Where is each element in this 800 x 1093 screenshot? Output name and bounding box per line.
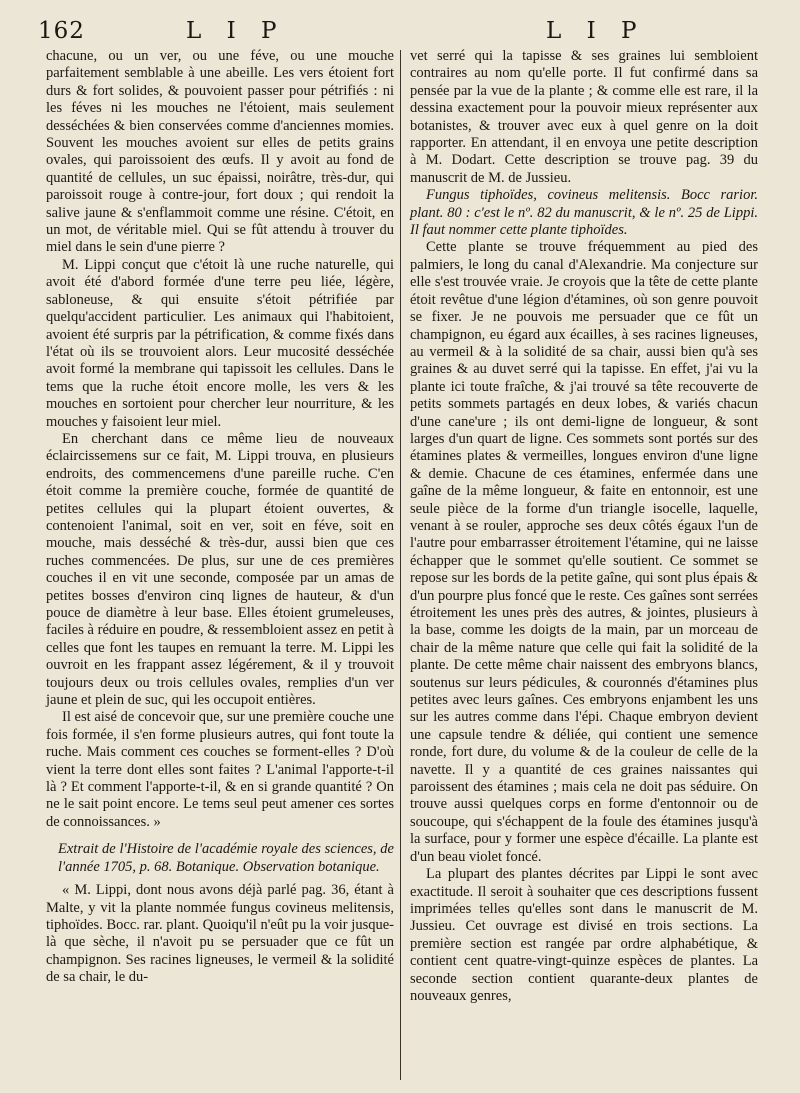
extract-heading: Extrait de l'Histoire de l'académie royale des sciences, de l'année 1705, p. 68. Botanique. Observation botanique.	[58, 841, 394, 875]
right-running-head: L I P	[546, 18, 646, 44]
page-number: 162	[38, 18, 85, 44]
paragraph: En cherchant dans ce même lieu de nouveaux éclaircissemens sur ce fait, M. Lippi trouva, en plusieurs endroits, des commencemens d'une pareille ruche. C'en étoit comme la première couche, formée de quantité de petites cellules qui la plupart étoient ouvertes, & contenoient l'animal, soit en ver, soit en féve, soit en mouche, mais desséché & très-dur, aussi bien que ces ruches commencées. De plus, sur une de ces premières couches il en vit une seconde, composée par un amas de petites bosses d'environ cinq lignes de hauteur, & d'un pouce de diamètre à leur base. Elles étoient grumeleuses, faciles à réduire en poudre, & ressembloient assez en petit à celles que font les taupes en remuant la terre. M. Lippi les ouvroit en les frappant assez légérement, & il y trouvoit toujours deux ou trois cellules ovales, remplies d'un ver jaune et plein de suc, qui les occupoit entières.	[46, 430, 394, 709]
column-divider	[400, 50, 401, 1080]
paragraph: La plupart des plantes décrites par Lippi le sont avec exactitude. Il seroit à souhaiter que ces descriptions fussent imprimées telles qu'elles sont dans le manuscrit de M. Jussieu. Cet ouvrage est divisé en trois sections. La première section est rangée par ordre alphabétique, & contient cent quatre-vingt-quinze espèces de plantes. La seconde section contient quarante-deux plantes de nouveaux genres,	[410, 866, 758, 1004]
paragraph: vet serré qui la tapisse & ses graines lui sembloient contraires au nom qu'elle porte. Il fut confirmé dans sa pensée par la vue de la plante ; & comme elle est rare, il la dessina exactement pour la pouvoir mieux représenter aux botanistes, & trouver avec eux à quel genre on la doit rapporter. En attendant, il en envoya une petite description à M. Dodart. Cette description se trouve pag. 39 du manuscrit de M. de Jussieu.	[410, 48, 758, 186]
right-column	[410, 48, 758, 1005]
left-running-head: L I P	[186, 18, 286, 44]
paragraph: M. Lippi conçut que c'étoit là une ruche naturelle, qui avoit été d'abord formée d'une terre peu liée, légère, sabloneuse, & qui ensuite s'étoit pétrifiée par quelqu'accident particulier. Les animaux qui l'habitoient, avoient été surpris par la pétrification, & comme fixés dans l'état où ils se trouvoient alors. Leur mucosité desséchée avoit formé la membrane qui tapissoit les cellules. Dans le tems que la ruche étoit encore molle, les vers & les mouches en sortoient pour chercher leur nourriture, & les mouches y faisoient leur miel.	[46, 256, 394, 430]
species-entry: Fungus tiphoïdes, covineus melitensis. Bocc rarior. plant. 80 : c'est le nº. 82 du manuscrit, & le nº. 25 de Lippi. Il faut nommer cette plante tiphoïdes.	[410, 187, 758, 239]
paragraph: Cette plante se trouve fréquemment au pied des palmiers, le long du canal d'Alexandrie. Ma conjecture sur elle s'est trouvée vraie. Je croyois que la tête de cette plante étoit revêtue d'une légion d'étamines, où son genre pouvoit se fixer. Je ne pouvois me persuader que ce fût un champignon, eu égard aux écailles, à ses racines ligneuses, au vermeil & à la solidité de sa chair, aussi bien qu'à ses graines & au duvet serré qui la tapisse. En effet, j'ai vu la plante ici toute fraîche, & j'ai trouvé sa tête recouverte de petits sommets partagés en deux lobes, & variés chacun d'une cane'ure ; ils ont demi-ligne de longueur, & sont larges d'un quart de ligne. Ces sommets sont portés sur des étamines plates & vermeilles, longues environ d'une ligne & demie. Chacune de ces étamines, enfermée dans une gaîne de la même longueur, & faite en entonnoir, est une seule pièce de la forme d'un triangle isocelle, laquelle, venant à se rouler, approche ses deux côtés égaux l'un de l'autre pour embarrasser étroitement l'étamine, qui ne laisse échapper que le sommet qu'elle soutient. Ce sommet se repose sur les bords de la petite gaîne, qui sont plus épais & d'un pourpre plus foncé que le reste. Ces gaînes sont serrées étroitement les unes près des autres, & jointes, plusieurs à la base, comme les doigts de la main, par un morceau de chair de la même nature que celle qui fait la solidité de la plante. De cette même chair naissent des embryons blancs, soutenus sur leurs pédicules, & couronnés d'étamines plus petites avec leurs gaînes. Ces embryons enjambent les uns sur les autres comme dans l'épi. Chaque embryon devient une capsule tendre & déliée, qui contient une semence ronde, fort dure, du volume & de la couleur de celle de la navette. Il y a quantité de ces graines naissantes qui paroissent des étamines ; mais cela ne doit pas séduire. On trouve aussi quelques corps en forme d'entonnoir ou de soucoupe, qui s'échappent de la foule des étamines jusqu'à la surface, pour y former une espèce d'écaille. La plante est d'un beau violet foncé.	[410, 239, 758, 865]
left-column	[46, 48, 394, 987]
paragraph: Il est aisé de concevoir que, sur une première couche une fois formée, il s'en forme plusieurs autres, qui font toute la ruche. Mais comment ces couches se forment-elles ? D'où vient la terre dont elles sont faites ? L'animal l'apporte-t-il là ? Et comment l'apporte-t-il, & en si grande quantité ? On ne le sait point encore. Le tems seul peut amener ces sortes de connoissances. »	[46, 709, 394, 830]
paragraph: « M. Lippi, dont nous avons déjà parlé pag. 36, étant à Malte, y vit la plante nommée fungus covineus melitensis, tiphoïdes. Bocc. rar. plant. Quoiqu'il n'eût pu la voir jusque-là que sèche, il n'avoit pu se persuader que ce fût un champignon. Ses racines ligneuses, le vermeil & la solidité de sa chair, le du-	[46, 882, 394, 986]
paragraph: chacune, ou un ver, ou une féve, ou une mouche parfaitement semblable à une abeille. Les vers étoient fort durs & fort solides, & pouvoient passer pour pétrifiés : ni les féves ni les mouches ne l'étoient, mais seulement desséchées & bien conservées comme d'anciennes momies. Souvent les mouches avoient sur elles de petits grains ovales, qui paroissoient des œufs. Il y avoit au fond de quantité de cellules, un suc épaissi, noirâtre, très-dur, qui paroissoit rouge à contre-jour, fort doux ; qui rendoit la salive jaune & s'enflammoit comme une résine. C'étoit, en un mot, de véritable miel. Qui se fût attendu à trouver du miel dans le sein d'une pierre ?	[46, 48, 394, 256]
running-header	[38, 14, 778, 48]
